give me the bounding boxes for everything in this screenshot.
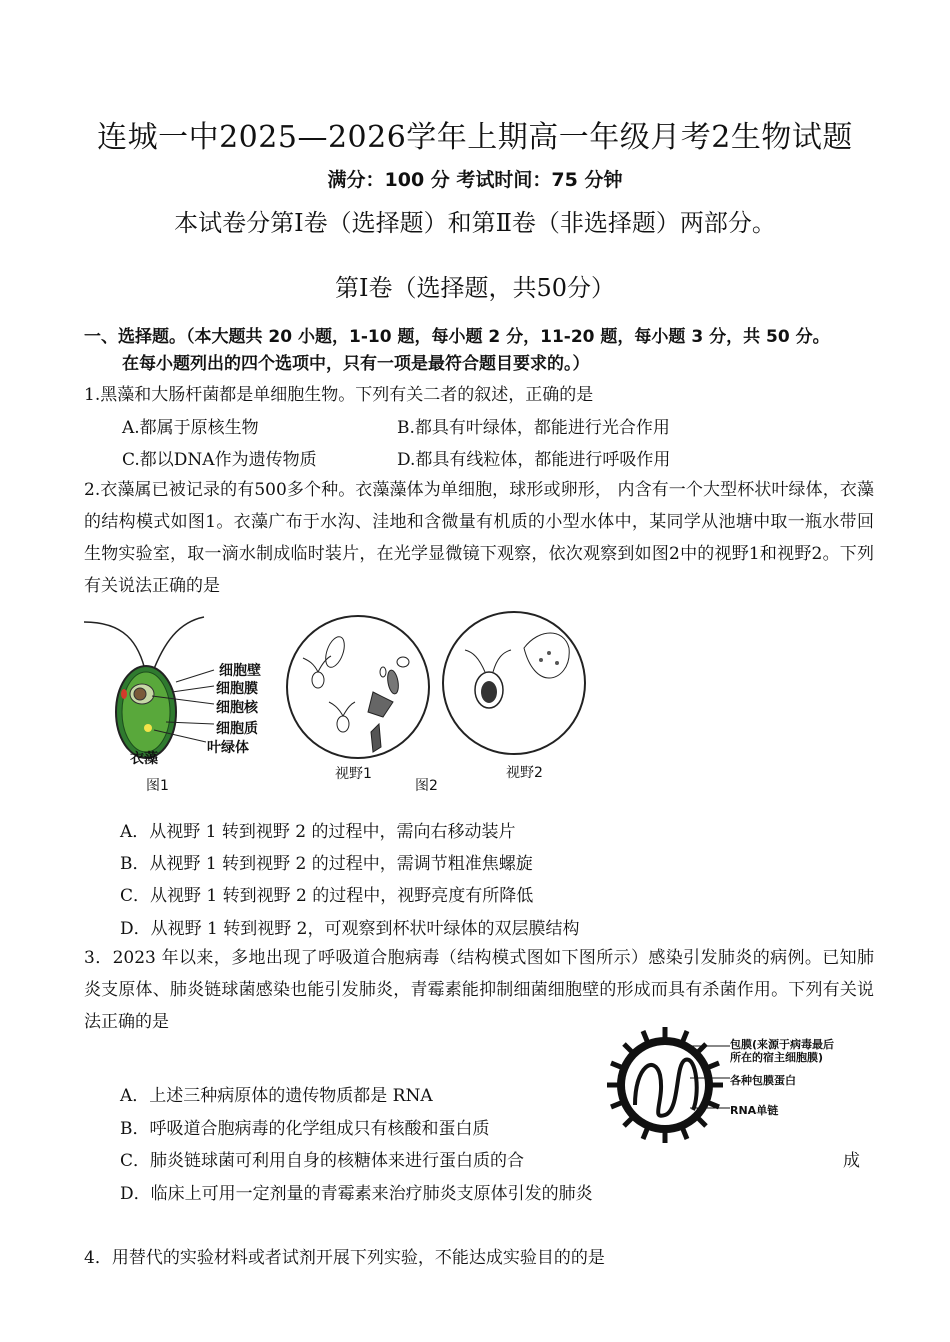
virus-label-envelope: 包膜(来源于病毒最后 所在的宿主细胞膜) (730, 1038, 835, 1064)
virus-label-leaders (690, 1038, 735, 1118)
label-cell-wall: 细胞壁 (219, 663, 261, 679)
q2-stem: 2.衣藻属已被记录的有500多个种。衣藻藻体为单细胞，球形或卵形， 内含有一个大型杯状叶绿体，衣藻的结构模式如图1。衣藻广布于水沟、洼地和含微量有机质的小型水体中，某同学从池塘中取一瓶水带回生物实验室，取一滴水制成临时装片，在光学显微镜下观察，依次观察到如图2中的视野1和视野2。下列有关说法正确的是 (84, 480, 874, 596)
label-cytoplasm: 细胞质 (216, 721, 258, 737)
label-nucleus: 细胞核 (216, 700, 258, 716)
section-instructions-line2: 在每小题列出的四个选项中，只有一项是最符合题目要求的。） (122, 354, 590, 374)
q3-option-b: B．呼吸道合胞病毒的化学组成只有核酸和蛋白质 (120, 1119, 490, 1139)
exam-meta: 满分：100 分 考试时间：75 分钟 (327, 169, 623, 191)
q3-option-d: D．临床上可用一定剂量的青霉素来治疗肺炎支原体引发的肺炎 (120, 1184, 593, 1204)
q3-stem: 3．2023 年以来，多地出现了呼吸道合胞病毒（结构模式图如下图所示）感染引发肺炎的病例。已知肺炎支原体、肺炎链球菌感染也能引发肺炎，青霉素能抑制细菌细胞壁的形成而具有杀菌作用。下列有关说法正确的是 (84, 948, 874, 1032)
q3-option-a: A．上述三种病原体的遗传物质都是 RNA (120, 1086, 433, 1106)
q2-option-b: B．从视野 1 转到视野 2 的过程中，需调节粗准焦螺旋 (120, 854, 533, 874)
label-cell-membrane: 细胞膜 (216, 681, 258, 697)
q1-stem: 1.黑藻和大肠杆菌都是单细胞生物。下列有关二者的叙述，正确的是 (84, 385, 594, 405)
q1-option-c: C.都以DNA作为遗传物质 (122, 450, 317, 470)
label-chloroplast: 叶绿体 (207, 740, 249, 756)
microscope-view-2 (439, 608, 589, 758)
microscope-view-1 (283, 612, 433, 762)
label-view2: 视野2 (506, 765, 543, 781)
q1-option-d: D.都具有线粒体，都能进行呼吸作用 (397, 450, 671, 470)
q1-option-a: A.都属于原核生物 (122, 418, 259, 438)
q2-option-d: D．从视野 1 转到视野 2，可观察到杯状叶绿体的双层膜结构 (120, 919, 580, 939)
virus-label-proteins: 各种包膜蛋白 (730, 1074, 796, 1087)
label-fig2: 图2 (415, 778, 438, 794)
exam-title: 连城一中2025—2026学年上期高一年级月考2生物试题 (97, 120, 853, 155)
q4-stem: 4．用替代的实验材料或者试剂开展下列实验，不能达成实验目的的是 (84, 1248, 605, 1268)
label-organism: 衣藻 (130, 751, 158, 767)
label-fig1: 图1 (146, 778, 169, 794)
label-view1: 视野1 (335, 766, 372, 782)
q3-option-c: C．肺炎链球菌可利用自身的核糖体来进行蛋白质的合 (120, 1151, 525, 1171)
exam-intro: 本试卷分第Ⅰ卷（选择题）和第Ⅱ卷（非选择题）两部分。 (174, 209, 776, 237)
q1-option-b: B.都具有叶绿体，都能进行光合作用 (397, 418, 670, 438)
q3-option-c-tail: 成 (843, 1151, 860, 1171)
section-instructions-line1: 一、选择题。（本大题共 20 小题，1-10 题，每小题 2 分，11-20 题，每小题 3 分，共 50 分。 (84, 327, 830, 347)
q2-option-c: C．从视野 1 转到视野 2 的过程中，视野亮度有所降低 (120, 886, 534, 906)
q2-option-a: A．从视野 1 转到视野 2 的过程中，需向右移动装片 (120, 822, 516, 842)
part-heading: 第Ⅰ卷（选择题，共50分） (334, 274, 616, 302)
virus-label-rna: RNA单链 (730, 1104, 779, 1117)
